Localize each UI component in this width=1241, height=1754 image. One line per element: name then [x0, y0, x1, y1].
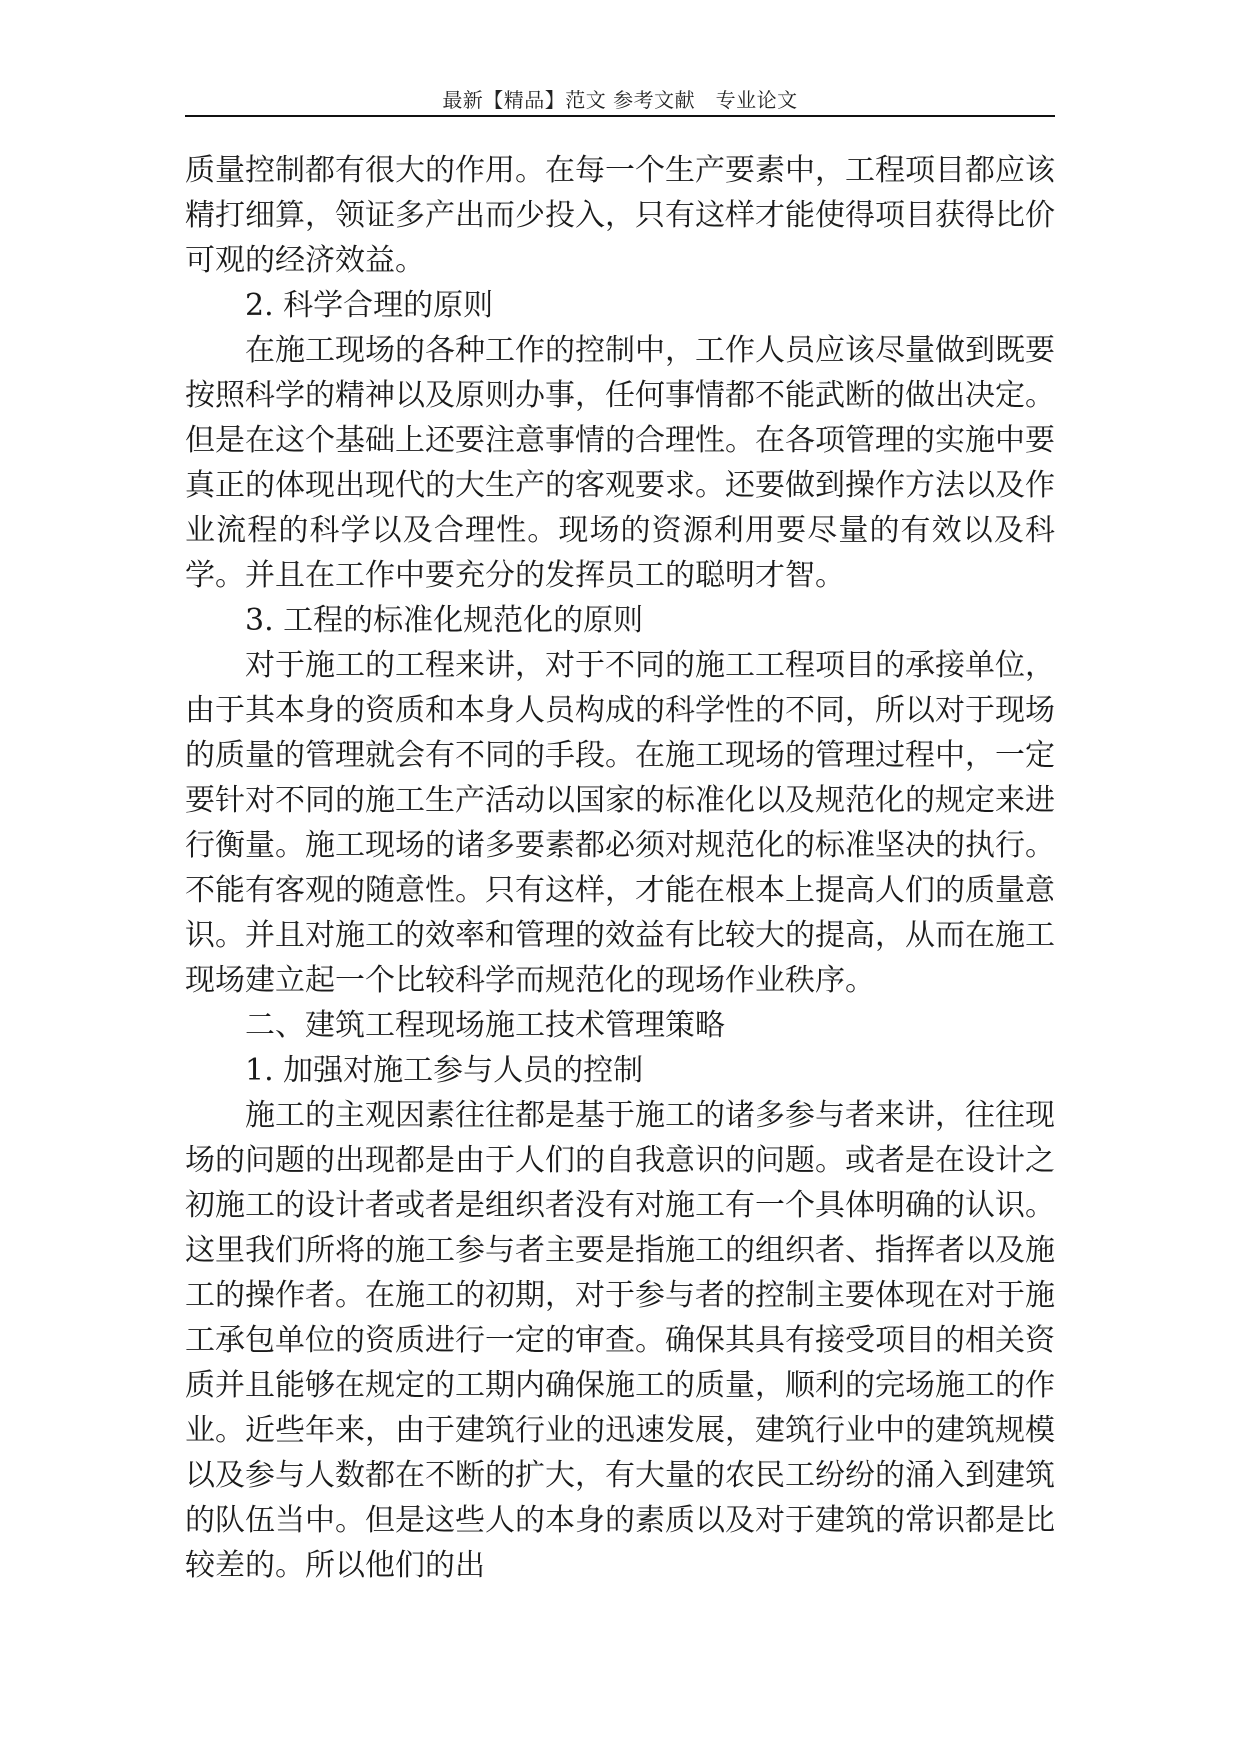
document-body: [185, 148, 1055, 1588]
paragraph: 施工的主观因素往往都是基于施工的诸多参与者来讲，往往现场的问题的出现都是由于人们的自我意识的问题。或者是在设计之初施工的设计者或者是组织者没有对施工有一个具体明确的认识。这里我们所将的施工参与者主要是指施工的组织者、指挥者以及施工的操作者。在施工的初期，对于参与者的控制主要体现在对于施工承包单位的资质进行一定的审查。确保其具有接受项目的相关资质并且能够在规定的工期内确保施工的质量，顺利的完场施工的作业。近些年来，由于建筑行业的迅速发展，建筑行业中的建筑规模以及参与人数都在不断的扩大，有大量的农民工纷纷的涌入到建筑的队伍当中。但是这些人的本身的素质以及对于建筑的常识都是比较差的。所以他们的出: [185, 1098, 1055, 1583]
section-heading-scientific: 2. 科学合理的原则: [245, 288, 494, 323]
paragraph-continued: 质量控制都有很大的作用。在每一个生产要素中，工程项目都应该精打细算，领证多产出而少投入，只有这样才能使得项目获得比价可观的经济效益。: [185, 153, 1055, 278]
chapter-heading: 二、建筑工程现场施工技术管理策略: [245, 1008, 725, 1043]
header-rule: [185, 115, 1055, 117]
paragraph: 对于施工的工程来讲，对于不同的施工工程项目的承接单位，由于其本身的资质和本身人员构成的科学性的不同，所以对于现场的质量的管理就会有不同的手段。在施工现场的管理过程中，一定要针对不同的施工生产活动以国家的标准化以及规范化的规定来进行衡量。施工现场的诸多要素都必须对规范化的标准坚决的执行。不能有客观的随意性。只有这样，才能在根本上提高人们的质量意识。并且对施工的效率和管理的效益有比较大的提高，从而在施工现场建立起一个比较科学而规范化的现场作业秩序。: [185, 648, 1055, 998]
paragraph: 在施工现场的各种工作的控制中，工作人员应该尽量做到既要按照科学的精神以及原则办事，任何事情都不能武断的做出决定。但是在这个基础上还要注意事情的合理性。在各项管理的实施中要真正的体现出现代的大生产的客观要求。还要做到操作方法以及作业流程的科学以及合理性。现场的资源利用要尽量的有效以及科学。并且在工作中要充分的发挥员工的聪明才智。: [185, 333, 1055, 593]
section-heading-standardization: 3. 工程的标准化规范化的原则: [245, 603, 644, 638]
section-heading-personnel: 1. 加强对施工参与人员的控制: [245, 1053, 644, 1088]
page-header: 最新【精品】范文 参考文献 专业论文: [442, 88, 798, 112]
